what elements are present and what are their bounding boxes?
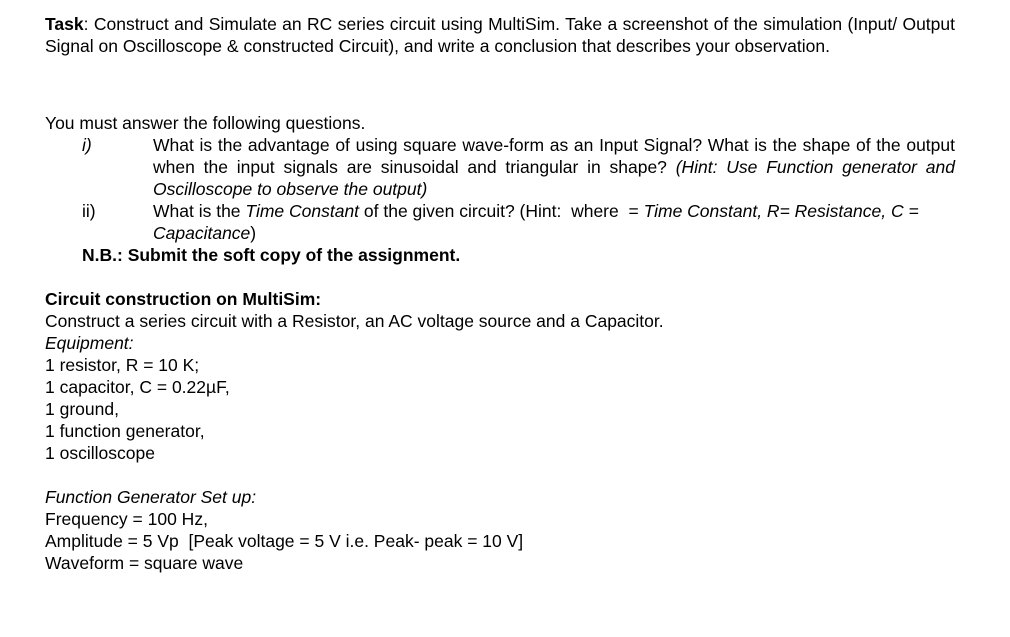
- circuit-heading: Circuit construction on MultiSim:: [45, 289, 322, 309]
- document-page: [45, 13, 955, 574]
- equipment-item: 1 oscilloscope: [45, 443, 155, 463]
- nb-note: N.B.: Submit the soft copy of the assignment.: [82, 245, 461, 265]
- question-item: [45, 134, 955, 200]
- circuit-description: Construct a series circuit with a Resistor, an AC voltage source and a Capacitor.: [45, 311, 664, 331]
- questions-section: [45, 112, 955, 266]
- generator-label: Function Generator Set up:: [45, 487, 257, 507]
- equipment-item: 1 function generator,: [45, 421, 205, 441]
- generator-line: Frequency = 100 Hz,: [45, 509, 208, 529]
- equipment-item: 1 resistor, R = 10 K;: [45, 355, 200, 375]
- question-item: [45, 200, 955, 244]
- question-text-time-constant: Time Constant: [245, 201, 360, 221]
- question-text-part3: of the given circuit? (Hint: where =: [359, 201, 644, 221]
- task-label: Task: [45, 14, 84, 34]
- generator-section: [45, 486, 955, 574]
- question-text-part5: ): [250, 223, 257, 243]
- question-text: [153, 134, 955, 200]
- equipment-item: 1 capacitor, C = 0.22µF,: [45, 377, 230, 397]
- question-text: [153, 200, 955, 244]
- question-text-definitions: Time Constant, R= Resistance, C = Capacitance: [153, 201, 919, 243]
- generator-line: Waveform = square wave: [45, 553, 244, 573]
- question-number: i): [82, 135, 92, 155]
- questions-intro: You must answer the following questions.: [45, 113, 366, 133]
- question-text-plain: What is the advantage of using square wave-form as an Input Signal? What is the shape of the output when the input signals are sinusoidal and triangular in shape?: [153, 135, 955, 177]
- question-number: ii): [82, 201, 96, 221]
- equipment-label: Equipment:: [45, 333, 134, 353]
- generator-line: Amplitude = 5 Vp [Peak voltage = 5 V i.e. Peak- peak = 10 V]: [45, 531, 524, 551]
- equipment-item: 1 ground,: [45, 399, 119, 419]
- question-hint: (Hint: Use Function generator and Oscilloscope to observe the output): [153, 157, 955, 199]
- task-text: : Construct and Simulate an RC series circuit using MultiSim. Take a screenshot of the simulation (Input/ Output Signal on Oscilloscope & constructed Circuit), and write a conclusion that describes your observation.: [45, 14, 955, 56]
- question-text-part1: What is the: [153, 201, 246, 221]
- task-paragraph: [45, 13, 955, 57]
- circuit-section: [45, 288, 955, 464]
